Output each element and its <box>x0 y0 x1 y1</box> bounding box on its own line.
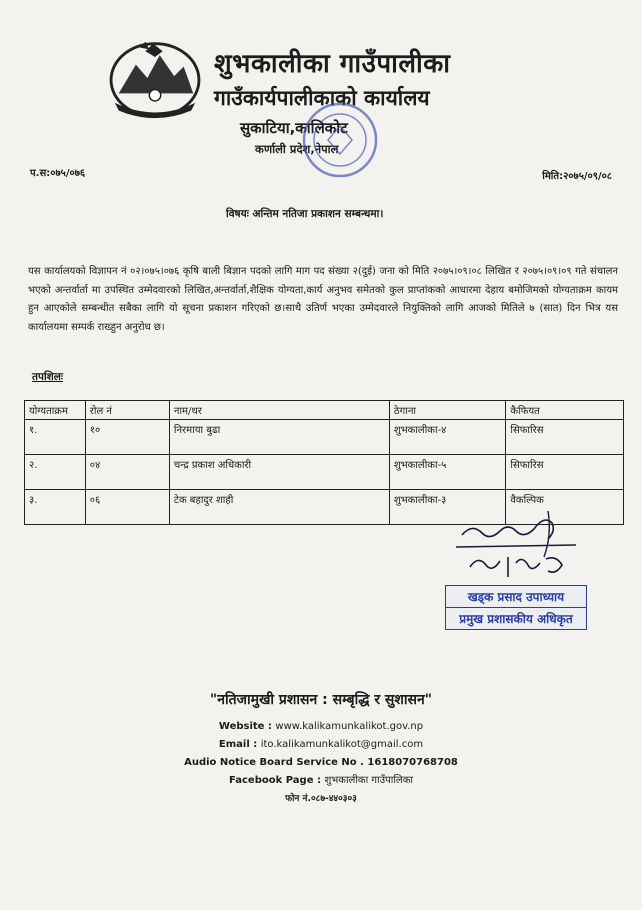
col-header-name: नाम/थर <box>169 401 389 420</box>
col-header-rank: योग्यताक्रम <box>25 401 86 420</box>
cell-remarks: सिफारिस <box>506 455 624 490</box>
org-name: शुभकालीका गाउँपालीका <box>214 49 451 79</box>
officer-name: खड्क प्रसाद उपाध्याय <box>446 586 586 608</box>
office-address: सुकाटिया,कालिकोट <box>240 119 348 137</box>
cell-roll: १० <box>85 420 169 455</box>
province: कर्णाली प्रदेश,नेपाल <box>255 142 339 156</box>
audio-label: Audio Notice Board Service No . <box>184 757 364 768</box>
details-label: तपशिलः <box>32 371 64 383</box>
office-name: गाउँकार्यपालीकाको कार्यालय <box>214 86 430 110</box>
cell-name: टेक बहादुर शाही <box>169 490 389 525</box>
facebook-page[interactable]: शुभकालीका गाउँपालिका <box>324 775 413 786</box>
email-link[interactable]: ito.kalikamunkalikot@gmail.com <box>260 739 424 750</box>
facebook-label: Facebook Page : <box>229 775 321 786</box>
cell-remarks: सिफारिस <box>506 420 624 455</box>
col-header-remarks: कैफियत <box>506 401 624 420</box>
handwritten-signature <box>452 505 582 587</box>
website-label: Website : <box>218 721 272 732</box>
footer-audio-service <box>0 754 642 772</box>
col-header-address: ठेगाना <box>389 401 506 420</box>
cell-rank: ३. <box>25 490 86 525</box>
cell-roll: ०४ <box>85 455 169 490</box>
email-label: Email : <box>218 739 258 750</box>
col-header-roll: रोल नं <box>85 401 169 420</box>
reference-number: प.स:०७५/०७६ <box>30 168 86 179</box>
cell-address: शुभकालीका-५ <box>389 455 506 490</box>
cell-address: शुभकालीका-३ <box>389 490 506 525</box>
cell-remarks: वैकल्पिक <box>506 490 624 525</box>
officer-title: प्रमुख प्रशासकीय अधिकृत <box>459 612 573 626</box>
cell-rank: १. <box>25 420 86 455</box>
officer-stamp <box>445 585 587 630</box>
cell-roll: ०६ <box>85 490 169 525</box>
cell-address: शुभकालीका-४ <box>389 420 506 455</box>
cell-name: चन्द्र प्रकाश अधिकारी <box>169 455 389 490</box>
website-link[interactable]: www.kalikamunkalikot.gov.np <box>275 721 424 732</box>
table-row <box>25 455 624 490</box>
letter-date: मिति:२०७५/०९/०८ <box>542 171 612 182</box>
footer-email <box>0 736 642 754</box>
footer <box>0 690 642 808</box>
table-row <box>25 420 624 455</box>
office-stamp-icon <box>300 100 380 180</box>
footer-website <box>0 718 642 736</box>
table-header-row <box>25 401 624 420</box>
subject-line: विषयः अन्तिम नतिजा प्रकाशन सम्बन्धमा। <box>226 208 384 220</box>
cell-rank: २. <box>25 455 86 490</box>
footer-motto: "नतिजामुखी प्रशासन : सम्बृद्धि र सुशासन" <box>209 692 433 708</box>
audio-number: 1618070768708 <box>367 757 458 768</box>
notice-body: यस कार्यालयको विज्ञापन नं ०२।०७५।०७६ कृषि बाली बिज्ञान पदको लागि माग पद संख्या २(दुई) जना को मिति २०७५।०९।०८ लिखित र २०७५।०९।०९ गते संचालन भएको अन्तर्वार्ता मा उपस्थित उम्मेदवारको लिखित,अन्तर्वार्ता,शैक्षिक योग्यता,कार्य अनुभव समेतको कुल प्राप्तांकको आधारमा देहाय बमोजिमको योग्यताक्रम कायम हुन आएकोले सम्बन्धीत सबैका लागि यो सूचना प्रकाशन गरिएको छ।साथै उतिर्ण भएका उम्मेदवारले नियुक्तिको लागि आजको मितिले ७ (सात) दिन भित्र यस कार्यालयमा सम्पर्क राख्हुन अनुरोध छ। <box>28 266 618 333</box>
footer-phone: फोन नं.०८७-४४०३०३ <box>285 794 357 804</box>
cell-name: निरमाया बुढा <box>169 420 389 455</box>
nepal-emblem-icon <box>106 36 204 122</box>
footer-facebook <box>0 772 642 790</box>
